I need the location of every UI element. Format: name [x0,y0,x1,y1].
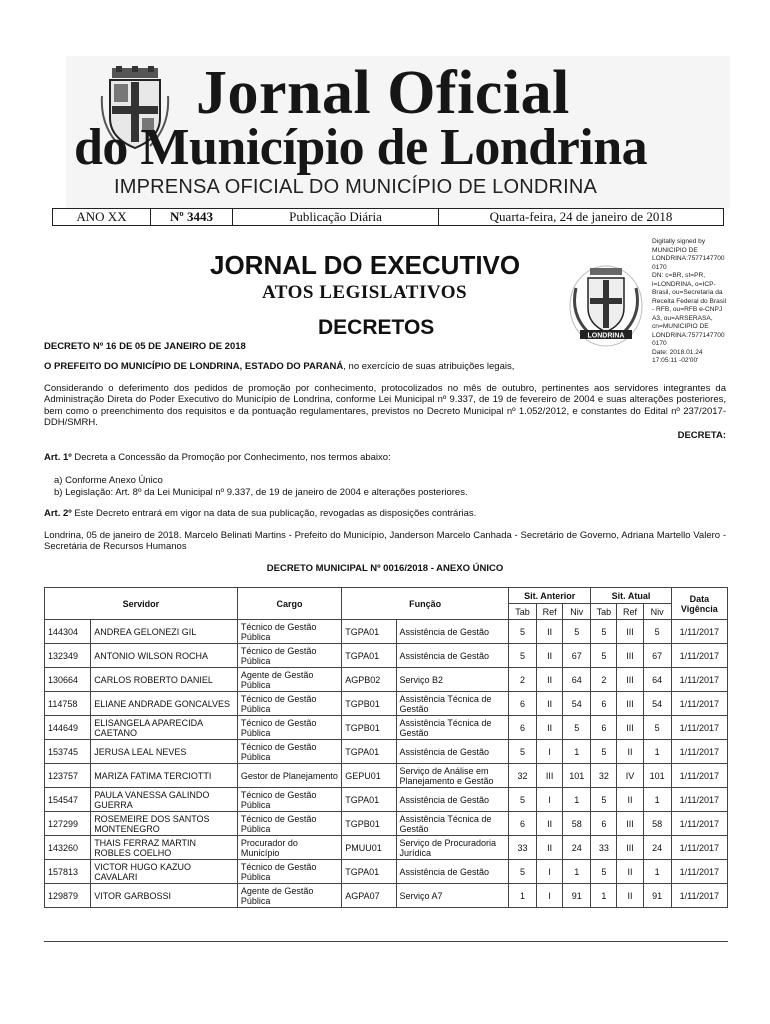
table-row [45,668,728,692]
masthead-subtitle: IMPRENSA OFICIAL DO MUNICÍPIO DE LONDRINA [114,176,598,198]
header-funcao: Função [342,588,509,620]
table-row [45,764,728,788]
cell-funcao-codigo: PMUU01 [342,836,396,860]
cell-anterior-niv: 67 [563,644,591,668]
cell-cargo: Técnico de Gestão Pública [237,692,341,716]
header-tab: Tab [509,604,537,620]
preamble-rest: , no exercício de suas atribuições legais, [343,361,515,372]
cell-cargo: Técnico de Gestão Pública [237,812,341,836]
masthead-title-line1: Jornal Oficial [196,59,570,127]
cell-atual-niv: 24 [643,836,671,860]
cell-anterior-niv: 1 [563,740,591,764]
cell-atual-ref: III [617,620,643,644]
cell-servidor-nome: ANDREA GELONEZI GIL [91,620,238,644]
issue-date: Quarta-feira, 24 de janeiro de 2018 [489,209,673,224]
cell-matricula: 154547 [45,788,91,812]
cell-funcao-codigo: GEPU01 [342,764,396,788]
article-1 [44,452,391,463]
cell-anterior-tab: 5 [509,644,537,668]
cell-atual-tab: 5 [591,644,617,668]
cell-funcao-codigo: TGPA01 [342,860,396,884]
cell-atual-tab: 2 [591,668,617,692]
cell-anterior-tab: 5 [509,740,537,764]
cell-atual-tab: 32 [591,764,617,788]
cell-servidor-nome: MARIZA FATIMA TERCIOTTI [91,764,238,788]
signature-line: LONDRINA:7577147700 [652,331,725,339]
annex-table [44,587,728,908]
cell-atual-niv: 5 [643,620,671,644]
cell-funcao-codigo: AGPB02 [342,668,396,692]
cell-atual-ref: III [617,692,643,716]
preamble-authority: O PREFEITO DO MUNICÍPIO DE LONDRINA, ESTADO DO PARANÁ [44,361,344,372]
cell-funcao: Assistência de Gestão [396,740,509,764]
cell-cargo: Técnico de Gestão Pública [237,860,341,884]
cell-atual-tab: 1 [591,884,617,908]
cell-anterior-ref: I [537,740,563,764]
cell-funcao: Assistência Técnica de Gestão [396,692,509,716]
table-row [45,644,728,668]
cell-anterior-tab: 32 [509,764,537,788]
cell-data-vigencia: 1/11/2017 [671,692,727,716]
cell-anterior-niv: 91 [563,884,591,908]
cell-matricula: 157813 [45,860,91,884]
signature-line: Digitally signed by [652,238,706,245]
cell-anterior-ref: II [537,812,563,836]
cell-servidor-nome: VITOR GARBOSSI [91,884,238,908]
cell-anterior-ref: I [537,884,563,908]
cell-funcao: Assistência de Gestão [396,620,509,644]
header-tab: Tab [591,604,617,620]
article-2-text: Este Decreto entrará em vigor na data de sua publicação, revogadas as disposições contrárias. [71,508,477,519]
cell-matricula: 123757 [45,764,91,788]
table-row [45,860,728,884]
cell-anterior-ref: III [537,764,563,788]
seal-label: LONDRINA [587,332,625,340]
issue-number: Nº 3443 [151,209,233,225]
header-ref: Ref [617,604,643,620]
cell-anterior-tab: 2 [509,668,537,692]
cell-anterior-tab: 6 [509,812,537,836]
cell-servidor-nome: VICTOR HUGO KAZUO CAVALARI [91,860,238,884]
cell-anterior-tab: 6 [509,716,537,740]
cell-anterior-ref: II [537,668,563,692]
issue-year: ANO XX [53,209,151,225]
cell-anterior-tab: 5 [509,860,537,884]
cell-data-vigencia: 1/11/2017 [671,620,727,644]
cell-cargo: Procurador do Município [237,836,341,860]
cell-anterior-niv: 58 [563,812,591,836]
table-row [45,716,728,740]
cell-data-vigencia: 1/11/2017 [671,668,727,692]
header-sit-anterior: Sit. Anterior [509,588,591,604]
cell-atual-ref: II [617,884,643,908]
cell-servidor-nome: ANTONIO WILSON ROCHA [91,644,238,668]
considerando-paragraph: Considerando o deferimento dos pedidos de promoção por conhecimento, protocolizados no mês de outubro, pertinentes aos servidores integrantes da Administração Direta do Poder Executivo do Município de Londrina, conforme Lei Municipal nº 9.337, de 19 de fevereiro de 2004 e suas alterações posteriores, bem como o preenchimento dos requisitos e da pontuação regulamentares, previstos no Decreto Municipal nº 1.052/2012, e constantes do Edital nº 237/2017-DDH/SMRH. [44,383,726,429]
table-row [45,884,728,908]
digital-signature-seal-icon [566,262,646,348]
cell-anterior-tab: 1 [509,884,537,908]
signature-line: A3, ou=ARSERASA, [652,314,713,322]
cell-matricula: 132349 [45,644,91,668]
cell-funcao-codigo: TGPA01 [342,644,396,668]
cell-funcao: Assistência Técnica de Gestão [396,716,509,740]
article-1-label: Art. 1º [44,452,72,463]
cell-cargo: Técnico de Gestão Pública [237,620,341,644]
cell-anterior-niv: 64 [563,668,591,692]
masthead [66,56,730,208]
cell-servidor-nome: ELISANGELA APARECIDA CAETANO [91,716,238,740]
table-row [45,620,728,644]
cell-anterior-ref: II [537,692,563,716]
cell-data-vigencia: 1/11/2017 [671,716,727,740]
cell-funcao-codigo: TGPA01 [342,620,396,644]
cell-matricula: 114758 [45,692,91,716]
annex-title: DECRETO MUNICIPAL Nº 0016/2018 - ANEXO ÚNICO [266,563,504,574]
signature-line: LONDRINA:7577147700 [652,255,725,262]
signature-line: - RFB, ou=RFB e-CNPJ [652,306,723,313]
cell-funcao: Assistência de Gestão [396,788,509,812]
cell-atual-ref: III [617,716,643,740]
signature-line: Receita Federal do Brasil [652,297,727,305]
cell-anterior-tab: 5 [509,788,537,812]
cell-servidor-nome: THAIS FERRAZ MARTIN ROBLES COELHO [91,836,238,860]
cell-funcao-codigo: TGPA01 [342,788,396,812]
table-row [45,740,728,764]
cell-cargo: Técnico de Gestão Pública [237,644,341,668]
header-niv: Niv [563,604,591,620]
cell-funcao: Assistência Técnica de Gestão [396,812,509,836]
header-ref: Ref [537,604,563,620]
cell-servidor-nome: CARLOS ROBERTO DANIEL [91,668,238,692]
cell-anterior-ref: II [537,644,563,668]
header-servidor: Servidor [45,588,238,620]
signature-line: cn=MUNICIPIO DE [652,323,709,330]
cell-matricula: 144649 [45,716,91,740]
table-row [45,692,728,716]
cell-data-vigencia: 1/11/2017 [671,740,727,764]
header-sit-atual: Sit. Atual [591,588,671,604]
cell-atual-niv: 64 [643,668,671,692]
article-2 [44,508,476,519]
digital-signature-block [652,238,732,366]
cell-matricula: 153745 [45,740,91,764]
cell-anterior-niv: 24 [563,836,591,860]
header-cargo: Cargo [237,588,341,620]
cell-data-vigencia: 1/11/2017 [671,812,727,836]
cell-cargo: Técnico de Gestão Pública [237,716,341,740]
cell-atual-ref: II [617,788,643,812]
cell-atual-niv: 101 [643,764,671,788]
cell-funcao: Serviço B2 [396,668,509,692]
cell-funcao: Assistência de Gestão [396,860,509,884]
article-1-text: Decreta a Concessão da Promoção por Conhecimento, nos termos abaixo: [71,452,391,463]
cell-data-vigencia: 1/11/2017 [671,788,727,812]
cell-funcao-codigo: TGPB01 [342,716,396,740]
cell-anterior-niv: 1 [563,788,591,812]
signature-line: DN: c=BR, st=PR, [652,272,706,279]
cell-atual-ref: II [617,740,643,764]
header-niv: Niv [643,604,671,620]
cell-atual-niv: 5 [643,716,671,740]
cell-atual-ref: IV [617,764,643,788]
cell-atual-tab: 5 [591,620,617,644]
cell-anterior-ref: I [537,860,563,884]
cell-funcao: Serviço de Procuradoria Jurídica [396,836,509,860]
cell-atual-tab: 5 [591,788,617,812]
cell-servidor-nome: PAULA VANESSA GALINDO GUERRA [91,788,238,812]
cell-atual-tab: 6 [591,692,617,716]
cell-atual-niv: 91 [643,884,671,908]
cell-servidor-nome: JERUSA LEAL NEVES [91,740,238,764]
cell-anterior-niv: 5 [563,620,591,644]
cell-atual-tab: 5 [591,860,617,884]
table-row [45,812,728,836]
page-bottom-rule [44,941,728,942]
cell-anterior-ref: II [537,836,563,860]
signature-line: MUNICIPIO DE [652,246,698,254]
cell-matricula: 143260 [45,836,91,860]
cell-cargo: Agente de Gestão Pública [237,884,341,908]
signature-line: Brasil, ou=Secretaria da [652,289,723,296]
cell-cargo: Técnico de Gestão Pública [237,788,341,812]
cell-atual-ref: III [617,836,643,860]
cell-servidor-nome: ELIANE ANDRADE GONCALVES [91,692,238,716]
cell-anterior-ref: I [537,788,563,812]
decree-preamble [44,361,514,372]
cell-atual-tab: 6 [591,716,617,740]
signatories-paragraph: Londrina, 05 de janeiro de 2018. Marcelo Belinati Martins - Prefeito do Município, Janderson Marcelo Canhada - Secretário de Governo, Adriana Martello Valero - Secretária de Recursos Humanos [44,530,726,553]
cell-data-vigencia: 1/11/2017 [671,884,727,908]
signature-line: Date: 2018.01.24 [652,348,703,356]
cell-cargo: Técnico de Gestão Pública [237,740,341,764]
cell-atual-tab: 33 [591,836,617,860]
cell-atual-ref: II [617,860,643,884]
cell-funcao: Serviço de Análise em Planejamento e Gestão [396,764,509,788]
section-title: JORNAL DO EXECUTIVO [210,250,521,280]
cell-funcao-codigo: TGPB01 [342,692,396,716]
cell-matricula: 130664 [45,668,91,692]
cell-atual-niv: 67 [643,644,671,668]
signature-line: l=LONDRINA, o=ICP- [652,280,716,288]
cell-atual-niv: 1 [643,740,671,764]
cell-anterior-tab: 33 [509,836,537,860]
cell-atual-ref: III [617,644,643,668]
cell-atual-tab: 5 [591,740,617,764]
cell-data-vigencia: 1/11/2017 [671,836,727,860]
cell-anterior-niv: 1 [563,860,591,884]
table-row [45,788,728,812]
issue-info-bar [52,208,724,226]
cell-matricula: 144304 [45,620,91,644]
cell-servidor-nome: ROSEMEIRE DOS SANTOS MONTENEGRO [91,812,238,836]
cell-atual-niv: 1 [643,788,671,812]
signature-line: 0170 [652,263,667,271]
cell-data-vigencia: 1/11/2017 [671,860,727,884]
cell-atual-niv: 1 [643,860,671,884]
cell-funcao-codigo: TGPA01 [342,740,396,764]
cell-atual-tab: 6 [591,812,617,836]
cell-cargo: Gestor de Planejamento [237,764,341,788]
cell-funcao-codigo: TGPB01 [342,812,396,836]
publication-frequency: Publicação Diária [233,209,439,225]
cell-atual-ref: III [617,812,643,836]
article-1-item-b: b) Legislação: Art. 8º da Lei Municipal nº 9.337, de 19 de janeiro de 2004 e alterações posteriores. [54,487,468,498]
signature-line: 17:05:11 -02'00' [652,357,699,364]
cell-atual-ref: III [617,668,643,692]
article-1-item-a: a) Conforme Anexo Único [54,475,163,486]
cell-funcao: Serviço A7 [396,884,509,908]
table-row [45,836,728,860]
masthead-title-line2: do Município de Londrina [74,119,648,176]
header-data-vigencia: Data Vigência [671,588,727,620]
cell-anterior-ref: II [537,620,563,644]
cell-data-vigencia: 1/11/2017 [671,644,727,668]
article-2-label: Art. 2º [44,508,72,519]
cell-anterior-ref: II [537,716,563,740]
cell-funcao: Assistência de Gestão [396,644,509,668]
cell-atual-niv: 54 [643,692,671,716]
cell-data-vigencia: 1/11/2017 [671,764,727,788]
cell-anterior-tab: 6 [509,692,537,716]
cell-funcao-codigo: AGPA07 [342,884,396,908]
decree-number: DECRETO Nº 16 DE 05 DE JANEIRO DE 2018 [44,341,246,352]
cell-anterior-niv: 101 [563,764,591,788]
cell-matricula: 127299 [45,812,91,836]
cell-atual-niv: 58 [643,812,671,836]
cell-cargo: Agente de Gestão Pública [237,668,341,692]
table-header-row [45,588,728,604]
cell-matricula: 129879 [45,884,91,908]
decretos-heading: DECRETOS [318,316,435,339]
signature-line: 0170 [652,340,667,347]
section-subtitle: ATOS LEGISLATIVOS [262,282,468,303]
cell-anterior-niv: 54 [563,692,591,716]
cell-anterior-niv: 5 [563,716,591,740]
decreta-label: DECRETA: [677,430,726,441]
cell-anterior-tab: 5 [509,620,537,644]
